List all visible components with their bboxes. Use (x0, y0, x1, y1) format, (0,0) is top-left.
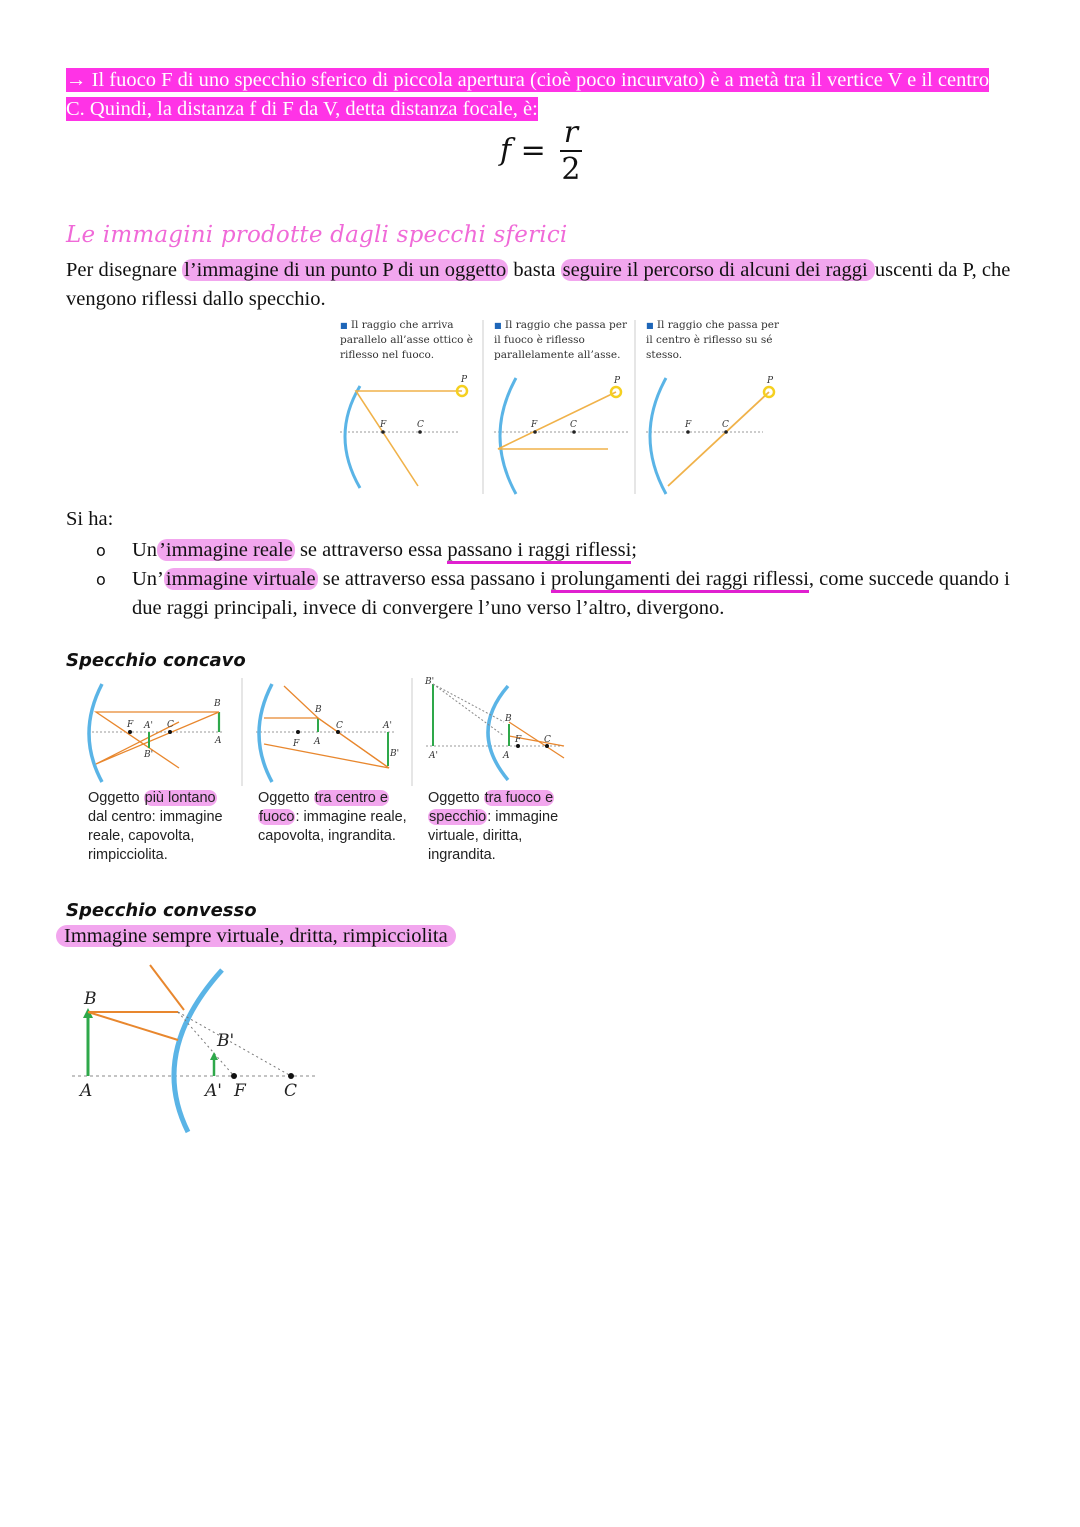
center-point (724, 430, 728, 434)
convex-svg (60, 960, 330, 1140)
label-b: B (84, 989, 97, 1009)
label-f: F (234, 1081, 246, 1101)
concave-diagram-1 (88, 684, 224, 782)
concave-caption-3: Oggetto tra fuoco e specchio: immagine virtuale, diritta, ingrandita. (428, 790, 559, 863)
convex-diagram (60, 960, 330, 1140)
label: B (315, 705, 322, 715)
formula-fraction (560, 115, 582, 187)
images-paragraph (66, 256, 1016, 314)
ray-extension (433, 684, 504, 722)
focus-point (686, 430, 690, 434)
label-p: P (461, 375, 468, 385)
concave-mirror (345, 386, 360, 488)
label: C (336, 721, 343, 731)
label-c: C (570, 420, 577, 430)
label-c: C (722, 420, 729, 430)
center-point (288, 1073, 294, 1079)
formula-numerator: r (560, 118, 582, 152)
label: F (515, 735, 522, 745)
label-a: A (80, 1081, 93, 1101)
image-type-list (96, 536, 1016, 623)
bullet-icon: o (96, 570, 106, 589)
ray-figures (338, 316, 788, 498)
ray (498, 392, 616, 449)
list-underline: passano i raggi riflessi (447, 539, 631, 564)
concave-caption-1: Oggetto più lontano dal centro: immagine reale, capovolta, rimpicciolita. (88, 790, 223, 863)
ray-figure-2 (494, 376, 628, 494)
focus-point (128, 730, 132, 734)
bullet-icon: o (96, 541, 106, 560)
focal-formula (500, 115, 582, 187)
label-f: F (531, 420, 538, 430)
label: F (293, 739, 300, 749)
para-text: basta (508, 259, 561, 281)
intro-text: → Il fuoco F di uno specchio sferico di piccola apertura (cioè poco incurvato) è a metà tra il vertice V e il centro C. Quindi, la distanza f di F da V, detta distanza focale, è: (66, 69, 990, 120)
para-text: uscenti da P, che vengono riflessi dallo specchio. (66, 259, 1011, 310)
concave-panels (84, 676, 574, 871)
label: B' (390, 749, 400, 759)
para-text: Per disegnare (66, 259, 183, 281)
label: B' (425, 677, 435, 687)
image-arrowhead (210, 1052, 218, 1060)
concave-svg (84, 676, 574, 786)
ray-figures-svg (338, 316, 788, 498)
center-point (572, 430, 576, 434)
label-a-prime: A' (205, 1081, 222, 1101)
label-c: C (284, 1081, 298, 1101)
label: A' (383, 721, 392, 731)
ray-figure-caption: ■ Il raggio che arriva parallelo all’asse ottico è riflesso nel fuoco. (340, 319, 473, 361)
label: B (505, 714, 512, 724)
label: A (503, 751, 510, 761)
list-item: o Un’immagine reale se attraverso essa passano i raggi riflessi; (96, 536, 1016, 565)
concave-mirror (500, 378, 516, 494)
label-f: F (380, 420, 387, 430)
focus-point (231, 1073, 237, 1079)
ray-figure-1 (340, 375, 468, 488)
label-f: F (685, 420, 692, 430)
concave-caption-2: Oggetto tra centro e fuoco: immagine reale, capovolta, ingrandita. (258, 790, 407, 844)
label: B' (144, 750, 154, 760)
para-highlight-1: l’immagine di un punto P di un oggetto (184, 259, 507, 281)
label-p: P (614, 376, 621, 386)
section-heading: Le immagini prodotte dagli specchi sferici (66, 222, 568, 248)
focus-point (296, 730, 300, 734)
ray (150, 965, 184, 1010)
convex-mirror (174, 970, 222, 1132)
ray (88, 1012, 178, 1040)
label: B (214, 699, 221, 709)
ray (264, 744, 389, 768)
label-b-prime: B' (217, 1031, 235, 1051)
list-underline: prolungamenti dei raggi riflessi (551, 568, 809, 593)
ray (264, 718, 389, 768)
formula-lhs: f = (500, 133, 546, 168)
concave-mirror (89, 684, 102, 782)
ray-extension (178, 1012, 291, 1076)
ray (96, 712, 219, 764)
list-item: o Un’immagine virtuale se attraverso essa passano i prolungamenti dei raggi riflessi, come succede quando i due raggi principali, invece di convergere l’uno verso l’altro, divergono. (96, 565, 1016, 623)
label: C (167, 720, 174, 730)
concave-mirror (488, 686, 508, 780)
list-highlight: immagine virtuale (165, 568, 316, 590)
focus-point (533, 430, 537, 434)
ray-figure-caption: ■ Il raggio che passa per il centro è riflesso su sé stesso. (646, 319, 779, 361)
label: A (314, 737, 321, 747)
center-point (418, 430, 422, 434)
intro-paragraph (66, 66, 996, 124)
formula-denominator: 2 (561, 152, 581, 187)
concave-diagram-3 (424, 677, 564, 780)
concave-mirror (259, 684, 272, 782)
focus-point (381, 430, 385, 434)
ray (668, 392, 769, 486)
label-c: C (417, 420, 424, 430)
para-highlight-2: seguire il percorso di alcuni dei raggi (562, 259, 873, 281)
list-highlight: ’immagine reale (159, 539, 293, 561)
center-point (168, 730, 172, 734)
convex-title: Specchio convesso (66, 900, 257, 921)
ray-figure-3 (646, 376, 774, 494)
label: A' (144, 721, 153, 731)
label: F (127, 720, 134, 730)
label: A' (429, 751, 438, 761)
label: C (544, 735, 551, 745)
ray (356, 391, 462, 486)
label-p: P (767, 376, 774, 386)
si-ha-label: Si ha: (66, 508, 114, 530)
concave-diagram-2 (256, 684, 399, 782)
convex-subtitle: Immagine sempre virtuale, dritta, rimpicciolita (56, 925, 456, 948)
label: A (215, 736, 222, 746)
concave-title: Specchio concavo (66, 650, 246, 671)
concave-mirror (650, 378, 666, 494)
ray-figure-caption: ■ Il raggio che passa per il fuoco è riflesso parallelamente all’asse. (494, 319, 627, 361)
